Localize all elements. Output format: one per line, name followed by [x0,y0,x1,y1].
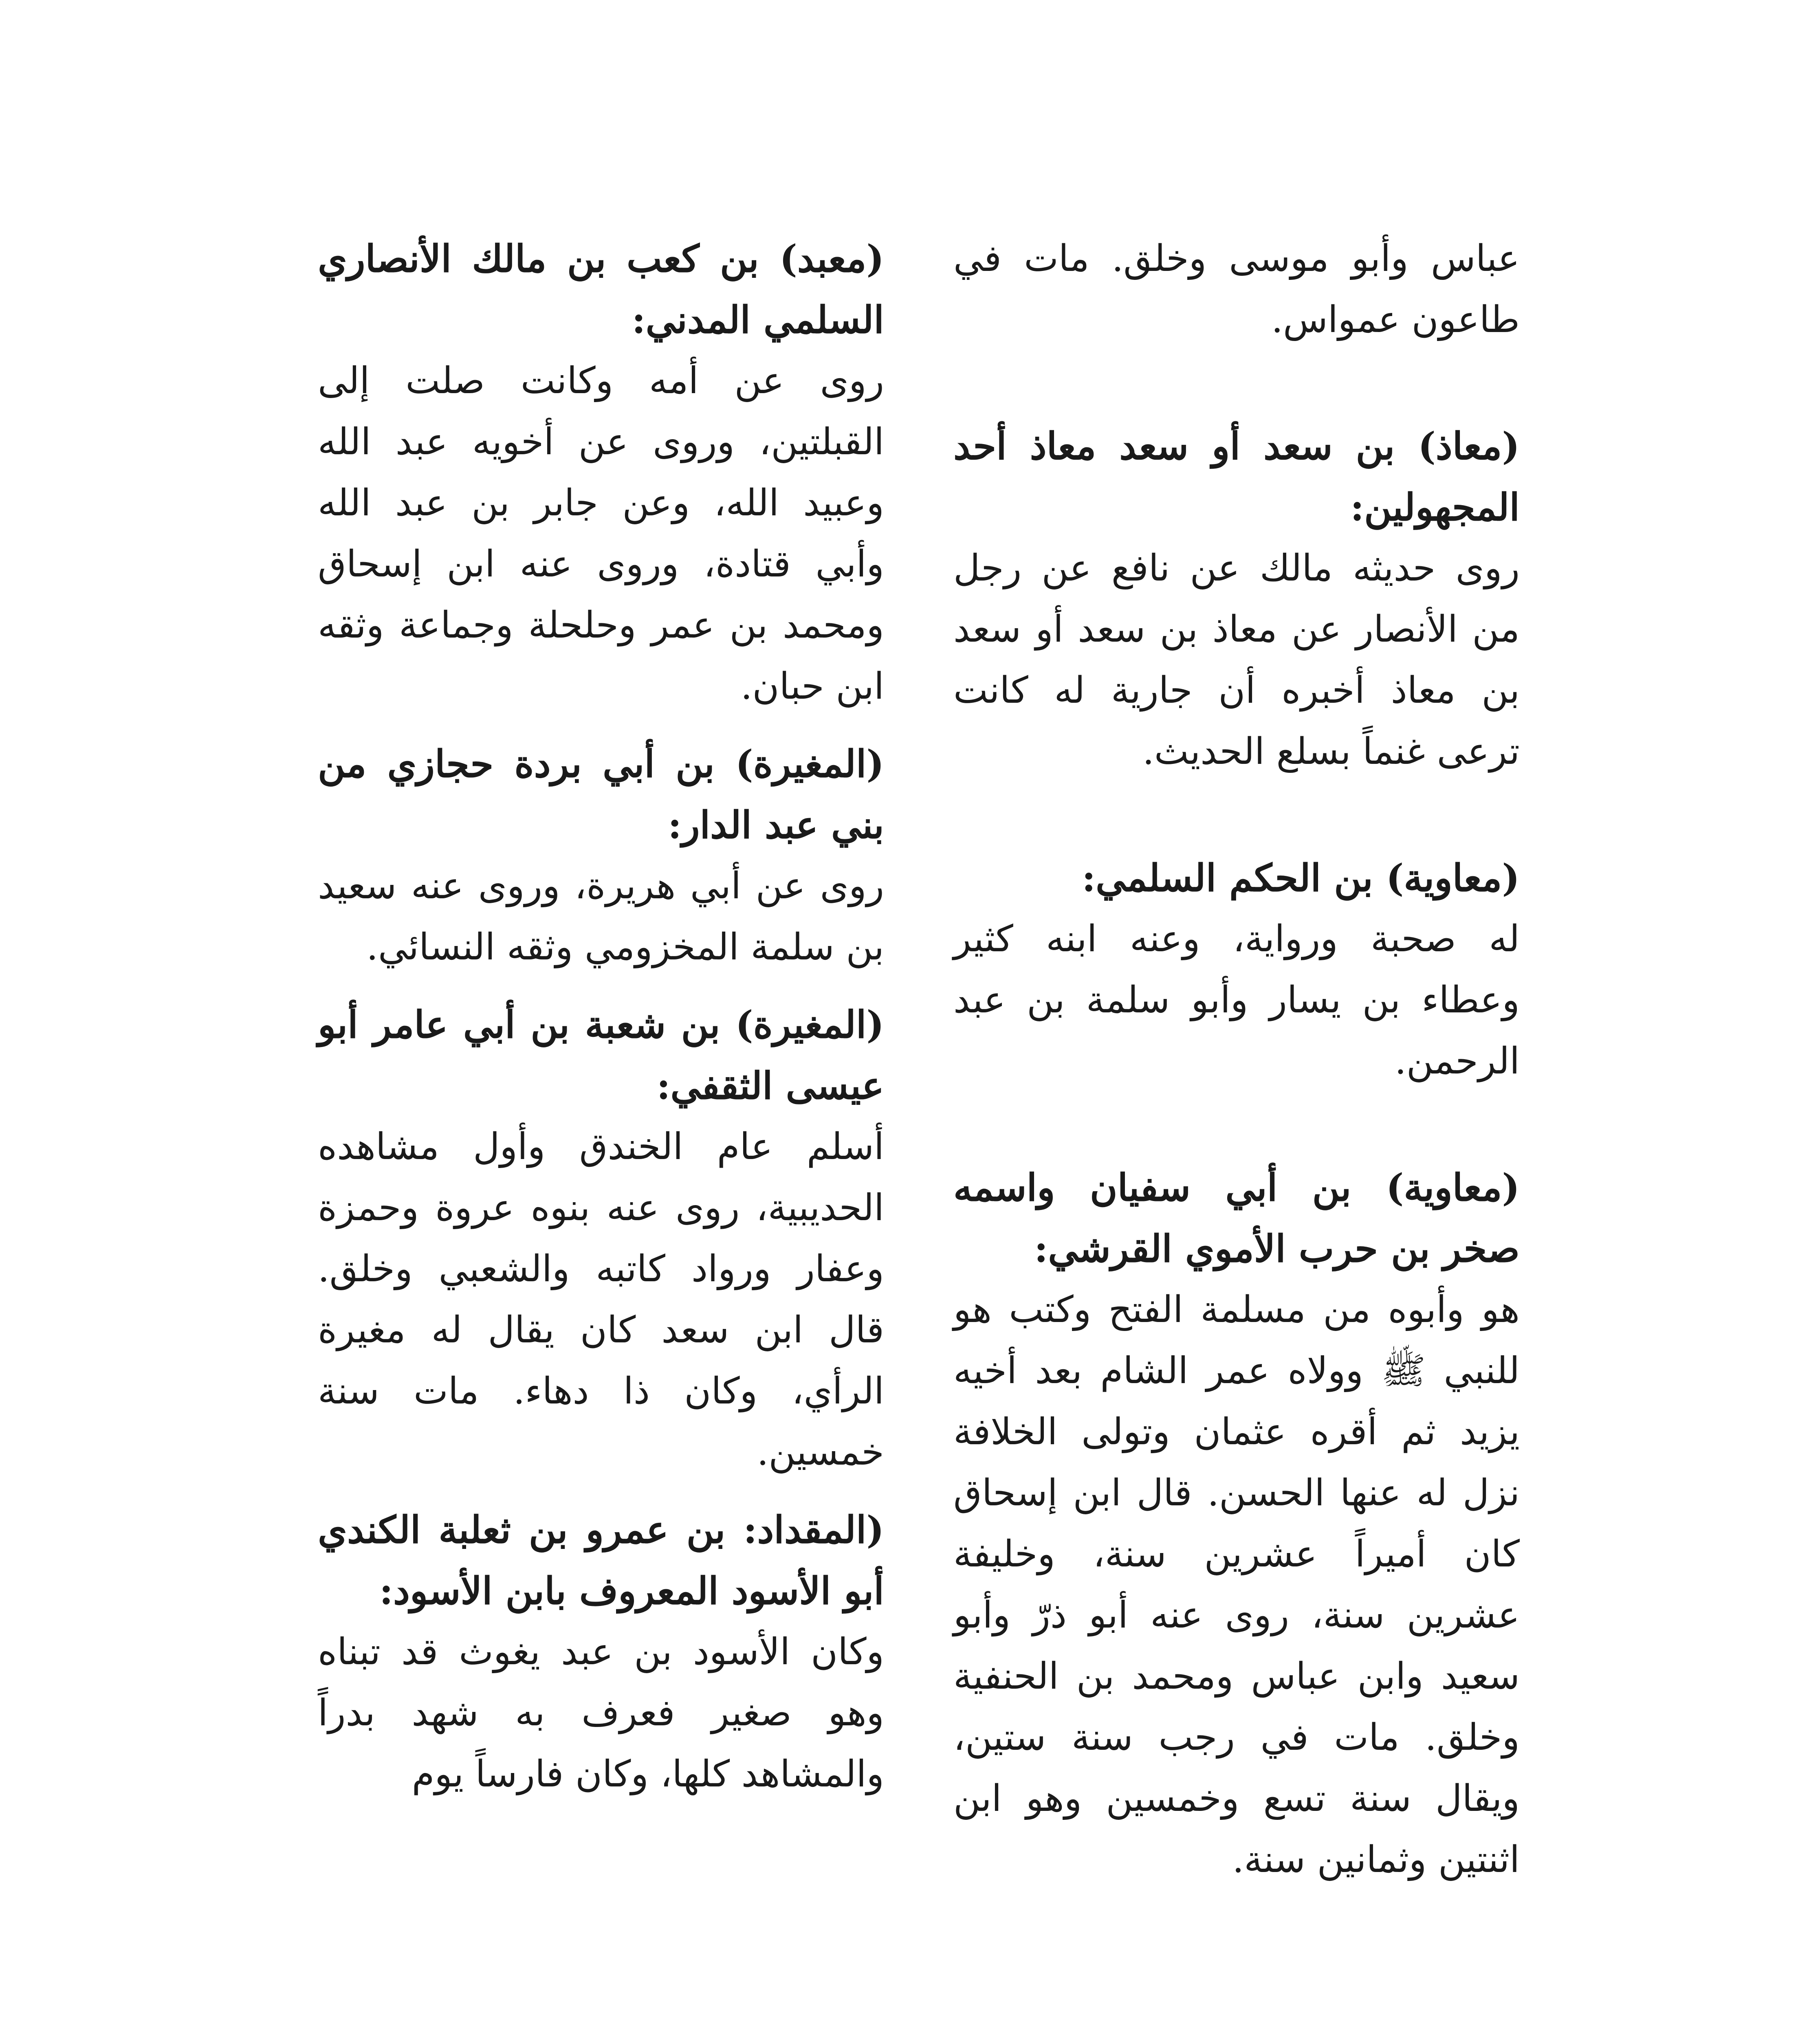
entry-body: روى حديثه مالك عن نافع عن رجل من الأنصار عن معاذ بن سعد أو سعد بن معاذ أخبره أن جارية له كانت ترعى غنماً بسلع الحديث. [953,547,1520,773]
entry-heading: (المقداد: بن عمرو بن ثعلبة الكندي أبو الأسود المعروف بابن الأسود: [318,1508,884,1613]
entry-heading: (معاوية) بن الحكم السلمي: [1082,856,1520,900]
entry-heading: (معاوية) بن أبي سفيان واسمه صخر بن حرب الأموي القرشي: [953,1166,1520,1271]
entry-heading: (المغيرة) بن شعبة بن أبي عامر أبو عيسى الثقفي: [318,1003,884,1108]
entry-body: روى عن أمه وكانت صلت إلى القبلتين، وروى عن أخويه عبد الله وعبيد الله، وعن جابر بن عبد الله وأبي قتادة، وروى عنه ابن إسحاق ومحمد بن عمر وحلحلة وجماعة وثقه ابن حبان. [318,359,884,708]
spacer [318,978,884,994]
entry-muadh [953,416,1520,782]
entry-muawiya-hakam [953,847,1520,1092]
spacer [318,1483,884,1499]
spacer [318,717,884,733]
entry-mabad [318,228,884,717]
entry-heading: (معبد) بن كعب بن مالك الأنصاري السلمي المدني: [318,237,884,342]
entry-mughira-burda [318,733,884,978]
entry-body: هو وأبوه من مسلمة الفتح وكتب هو للنبي ﷺ وولاه عمر الشام بعد أخيه يزيد ثم أقره عثمان وتولى الخلافة نزل له عنها الحسن. قال ابن إسحاق كان أميراً عشرين سنة، وخليفة عشرين سنة، روى عنه أبو ذرّ وأبو سعيد وابن عباس ومحمد بن الحنفية وخلق. مات في رجب سنة ستين، ويقال سنة تسع وخمسين وهو ابن اثنتين وثمانين سنة. [953,1288,1520,1881]
right-column [953,228,1520,1890]
spacer [953,1092,1520,1157]
entry-body: له صحبة ورواية، وعنه ابنه كثير وعطاء بن يسار وأبو سلمة بن عبد الرحمن. [953,917,1520,1082]
entry-mughira-shuba [318,994,884,1483]
continuation-text: عباس وأبو موسى وخلق. مات في طاعون عمواس. [953,237,1520,341]
left-column [318,228,884,1805]
entry-miqdad [318,1499,884,1805]
entry-heading: (المغيرة) بن أبي بردة حجازي من بني عبد الدار: [318,742,884,847]
entry-muawiya-sufyan [953,1157,1520,1890]
entry-body: روى عن أبي هريرة، وروى عنه سعيد بن سلمة المخزومي وثقه النسائي. [318,865,884,968]
entry-heading: (معاذ) بن سعد أو سعد معاذ أحد المجهولين: [953,424,1520,529]
entry-body: أسلم عام الخندق وأول مشاهده الحديبية، روى عنه بنوه عروة وحمزة وعفار ورواد كاتبه والشعبي وخلق. قال ابن سعد كان يقال له مغيرة الرأي، وكان ذا دهاء. مات سنة خمسين. [318,1125,884,1474]
entry-body: وكان الأسود بن عبد يغوث قد تبناه وهو صغير فعرف به شهد بدراً والمشاهد كلها، وكان فارساً يوم [318,1630,884,1795]
spacer [953,782,1520,847]
spacer [953,350,1520,416]
